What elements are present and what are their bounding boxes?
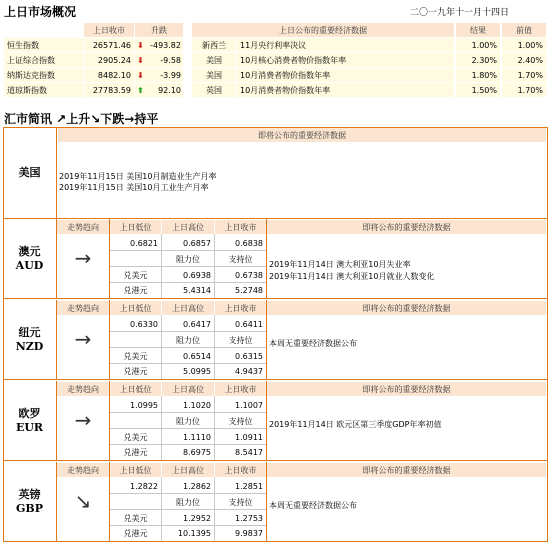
index-name: 上证综合指数 (4, 53, 83, 67)
col-header-result: 结果 (456, 23, 500, 37)
currency-code: NZD (15, 340, 44, 353)
report-date: 二〇一九年十一月十四日 (410, 8, 510, 18)
econ-country: 新西兰 (192, 38, 236, 52)
arrow-up-icon: ⬆ (137, 85, 144, 95)
trend-arrow-icon: ↘ (74, 489, 92, 513)
fx-title: 汇市简讯 ↗上升↘下跌→持平 (4, 112, 159, 126)
hkd-support: 9.9837 (235, 529, 263, 538)
prev-low: 0.6330 (130, 319, 158, 329)
col-header-close: 上日收市 (84, 23, 134, 37)
label-vs-hkd: 兑港元 (123, 286, 148, 295)
label-resistance: 阻力位 (176, 254, 200, 264)
usd-resistance: 0.6514 (183, 351, 211, 361)
label-vs-hkd: 兑港元 (123, 367, 148, 376)
usd-resistance: 0.6938 (183, 270, 211, 280)
fx-block-nzd (3, 300, 548, 380)
label-vs-hkd: 兑港元 (123, 448, 148, 457)
col-upcoming: 即将公布的重要经济数据 (267, 382, 546, 396)
index-close: 27783.59 (84, 83, 134, 97)
hkd-resistance: 5.0995 (183, 367, 211, 376)
prev-close: 0.6838 (235, 238, 263, 248)
currency-name: 澳元 (18, 245, 41, 258)
hkd-support: 5.2748 (235, 286, 263, 295)
col-trend: 走势趋向 (57, 220, 109, 234)
label-support: 支持位 (228, 497, 253, 507)
usd-support: 1.2753 (235, 513, 263, 523)
label-vs-usd: 兑美元 (123, 270, 148, 280)
label-resistance: 阻力位 (176, 335, 200, 345)
col-low: 上日低位 (110, 301, 161, 315)
trend-arrow-icon: → (74, 246, 92, 270)
col-high: 上日高位 (162, 463, 214, 477)
currency-code: GBP (16, 502, 43, 515)
col-trend: 走势趋向 (57, 463, 109, 477)
col-low: 上日低位 (110, 382, 161, 396)
col-trend: 走势趋向 (57, 382, 109, 396)
col-close: 上日收市 (215, 301, 266, 315)
currency-name: 英镑 (18, 488, 41, 501)
arrow-down-icon: ⬇ (137, 70, 144, 80)
index-name: 纳斯达克指数 (4, 68, 83, 82)
usd-resistance: 1.2952 (183, 513, 211, 523)
page-title: 上日市场概况 (4, 5, 77, 19)
econ-prev: 2.40% (502, 53, 546, 67)
econ-country: 美国 (192, 53, 236, 67)
prev-low: 1.0995 (130, 400, 158, 410)
econ-item: 11月央行利率决议 (237, 38, 454, 52)
upcoming-event: 2019年11月14日 欧元区第三季度GDP年率初值 (269, 420, 442, 429)
econ-item: 10月消费者物价指数年率 (237, 68, 454, 82)
usd-support: 0.6738 (235, 270, 263, 280)
prev-high: 0.6857 (183, 238, 211, 248)
us-block (3, 127, 548, 219)
econ-result: 1.50% (456, 83, 500, 97)
us-event-1: 2019年11月15日 美国10月制造业生产月率 (59, 172, 217, 181)
col-upcoming: 即将公布的重要经济数据 (267, 220, 546, 234)
col-low: 上日低位 (110, 220, 161, 234)
hkd-support: 4.9437 (235, 367, 263, 376)
label-vs-hkd: 兑港元 (123, 529, 148, 538)
hkd-support: 8.5417 (235, 448, 263, 457)
label-support: 支持位 (228, 416, 253, 426)
econ-prev: 1.70% (502, 68, 546, 82)
index-change: -9.58 (160, 55, 181, 65)
arrow-down-icon: ⬇ (137, 40, 144, 50)
prev-low: 1.2822 (130, 481, 158, 491)
fx-block-aud (3, 219, 548, 299)
currency-name: 纽元 (18, 326, 41, 339)
col-upcoming: 即将公布的重要经济数据 (267, 301, 546, 315)
prev-low: 0.6821 (130, 238, 158, 248)
prev-high: 1.2862 (183, 481, 211, 491)
econ-country: 美国 (192, 68, 236, 82)
market-table (4, 22, 184, 100)
prev-high: 0.6417 (183, 319, 211, 329)
index-change: 92.10 (158, 85, 181, 95)
fx-block-eur (3, 381, 548, 461)
econ-item: 10月核心消费者物价指数年率 (237, 53, 454, 67)
col-trend: 走势趋向 (57, 301, 109, 315)
hkd-resistance: 10.1395 (177, 529, 211, 538)
currency-code: EUR (15, 421, 44, 434)
usd-support: 1.0911 (235, 432, 263, 442)
label-vs-usd: 兑美元 (123, 351, 148, 361)
econ-prev: 1.70% (502, 83, 546, 97)
hkd-resistance: 5.4314 (183, 286, 211, 295)
label-resistance: 阻力位 (176, 416, 200, 426)
us-name: 美国 (18, 166, 41, 179)
econ-prev: 1.00% (502, 38, 546, 52)
index-name: 道琼斯指数 (4, 83, 83, 97)
label-vs-usd: 兑美元 (123, 513, 148, 523)
econ-country: 英国 (192, 83, 236, 97)
index-close: 2905.24 (84, 53, 134, 67)
col-close: 上日收市 (215, 463, 266, 477)
col-high: 上日高位 (162, 301, 214, 315)
econ-result: 2.30% (456, 53, 500, 67)
col-header-change: 升跌 (135, 23, 183, 37)
prev-high: 1.1020 (183, 400, 211, 410)
econ-table (192, 22, 546, 100)
index-change: -3.99 (160, 70, 181, 80)
col-header-prev: 前值 (502, 23, 546, 37)
currency-code: AUD (15, 259, 44, 272)
us-event-2: 2019年11月15日 美国10月工业生产月率 (59, 183, 209, 192)
usd-resistance: 1.1110 (183, 432, 211, 442)
prev-close: 1.2851 (235, 481, 263, 491)
upcoming-event: 2019年11月14日 澳大利亚10月失业率 (269, 260, 411, 269)
label-vs-usd: 兑美元 (123, 432, 148, 442)
currency-name: 欧罗 (18, 407, 41, 420)
prev-close: 1.1007 (235, 400, 263, 410)
hkd-resistance: 8.6975 (183, 448, 211, 457)
col-close: 上日收市 (215, 220, 266, 234)
index-change: -493.82 (150, 40, 181, 50)
upcoming-event: 本周无重要经济数据公布 (269, 501, 357, 510)
trend-arrow-icon: → (74, 327, 92, 351)
upcoming-event: 本周无重要经济数据公布 (269, 339, 357, 348)
prev-close: 0.6411 (235, 319, 263, 329)
econ-result: 1.80% (456, 68, 500, 82)
upcoming-event: 2019年11月14日 澳大利亚10月就业人数变化 (269, 272, 435, 281)
label-resistance: 阻力位 (176, 497, 200, 507)
index-close: 8482.10 (84, 68, 134, 82)
index-name: 恒生指数 (4, 38, 83, 52)
col-high: 上日高位 (162, 220, 214, 234)
col-close: 上日收市 (215, 382, 266, 396)
col-high: 上日高位 (162, 382, 214, 396)
econ-item: 10月消费者物价指数年率 (237, 83, 454, 97)
col-header-econ: 上日公布的重要经济数据 (192, 23, 454, 37)
label-support: 支持位 (228, 335, 253, 345)
col-low: 上日低位 (110, 463, 161, 477)
fx-block-gbp (3, 462, 548, 542)
econ-result: 1.00% (456, 38, 500, 52)
trend-arrow-icon: → (74, 408, 92, 432)
index-close: 26571.46 (84, 38, 134, 52)
us-upcoming-header: 即将公布的重要经济数据 (58, 128, 546, 142)
col-upcoming: 即将公布的重要经济数据 (267, 463, 546, 477)
arrow-down-icon: ⬇ (137, 55, 144, 65)
usd-support: 0.6315 (235, 351, 263, 361)
label-support: 支持位 (228, 254, 253, 264)
